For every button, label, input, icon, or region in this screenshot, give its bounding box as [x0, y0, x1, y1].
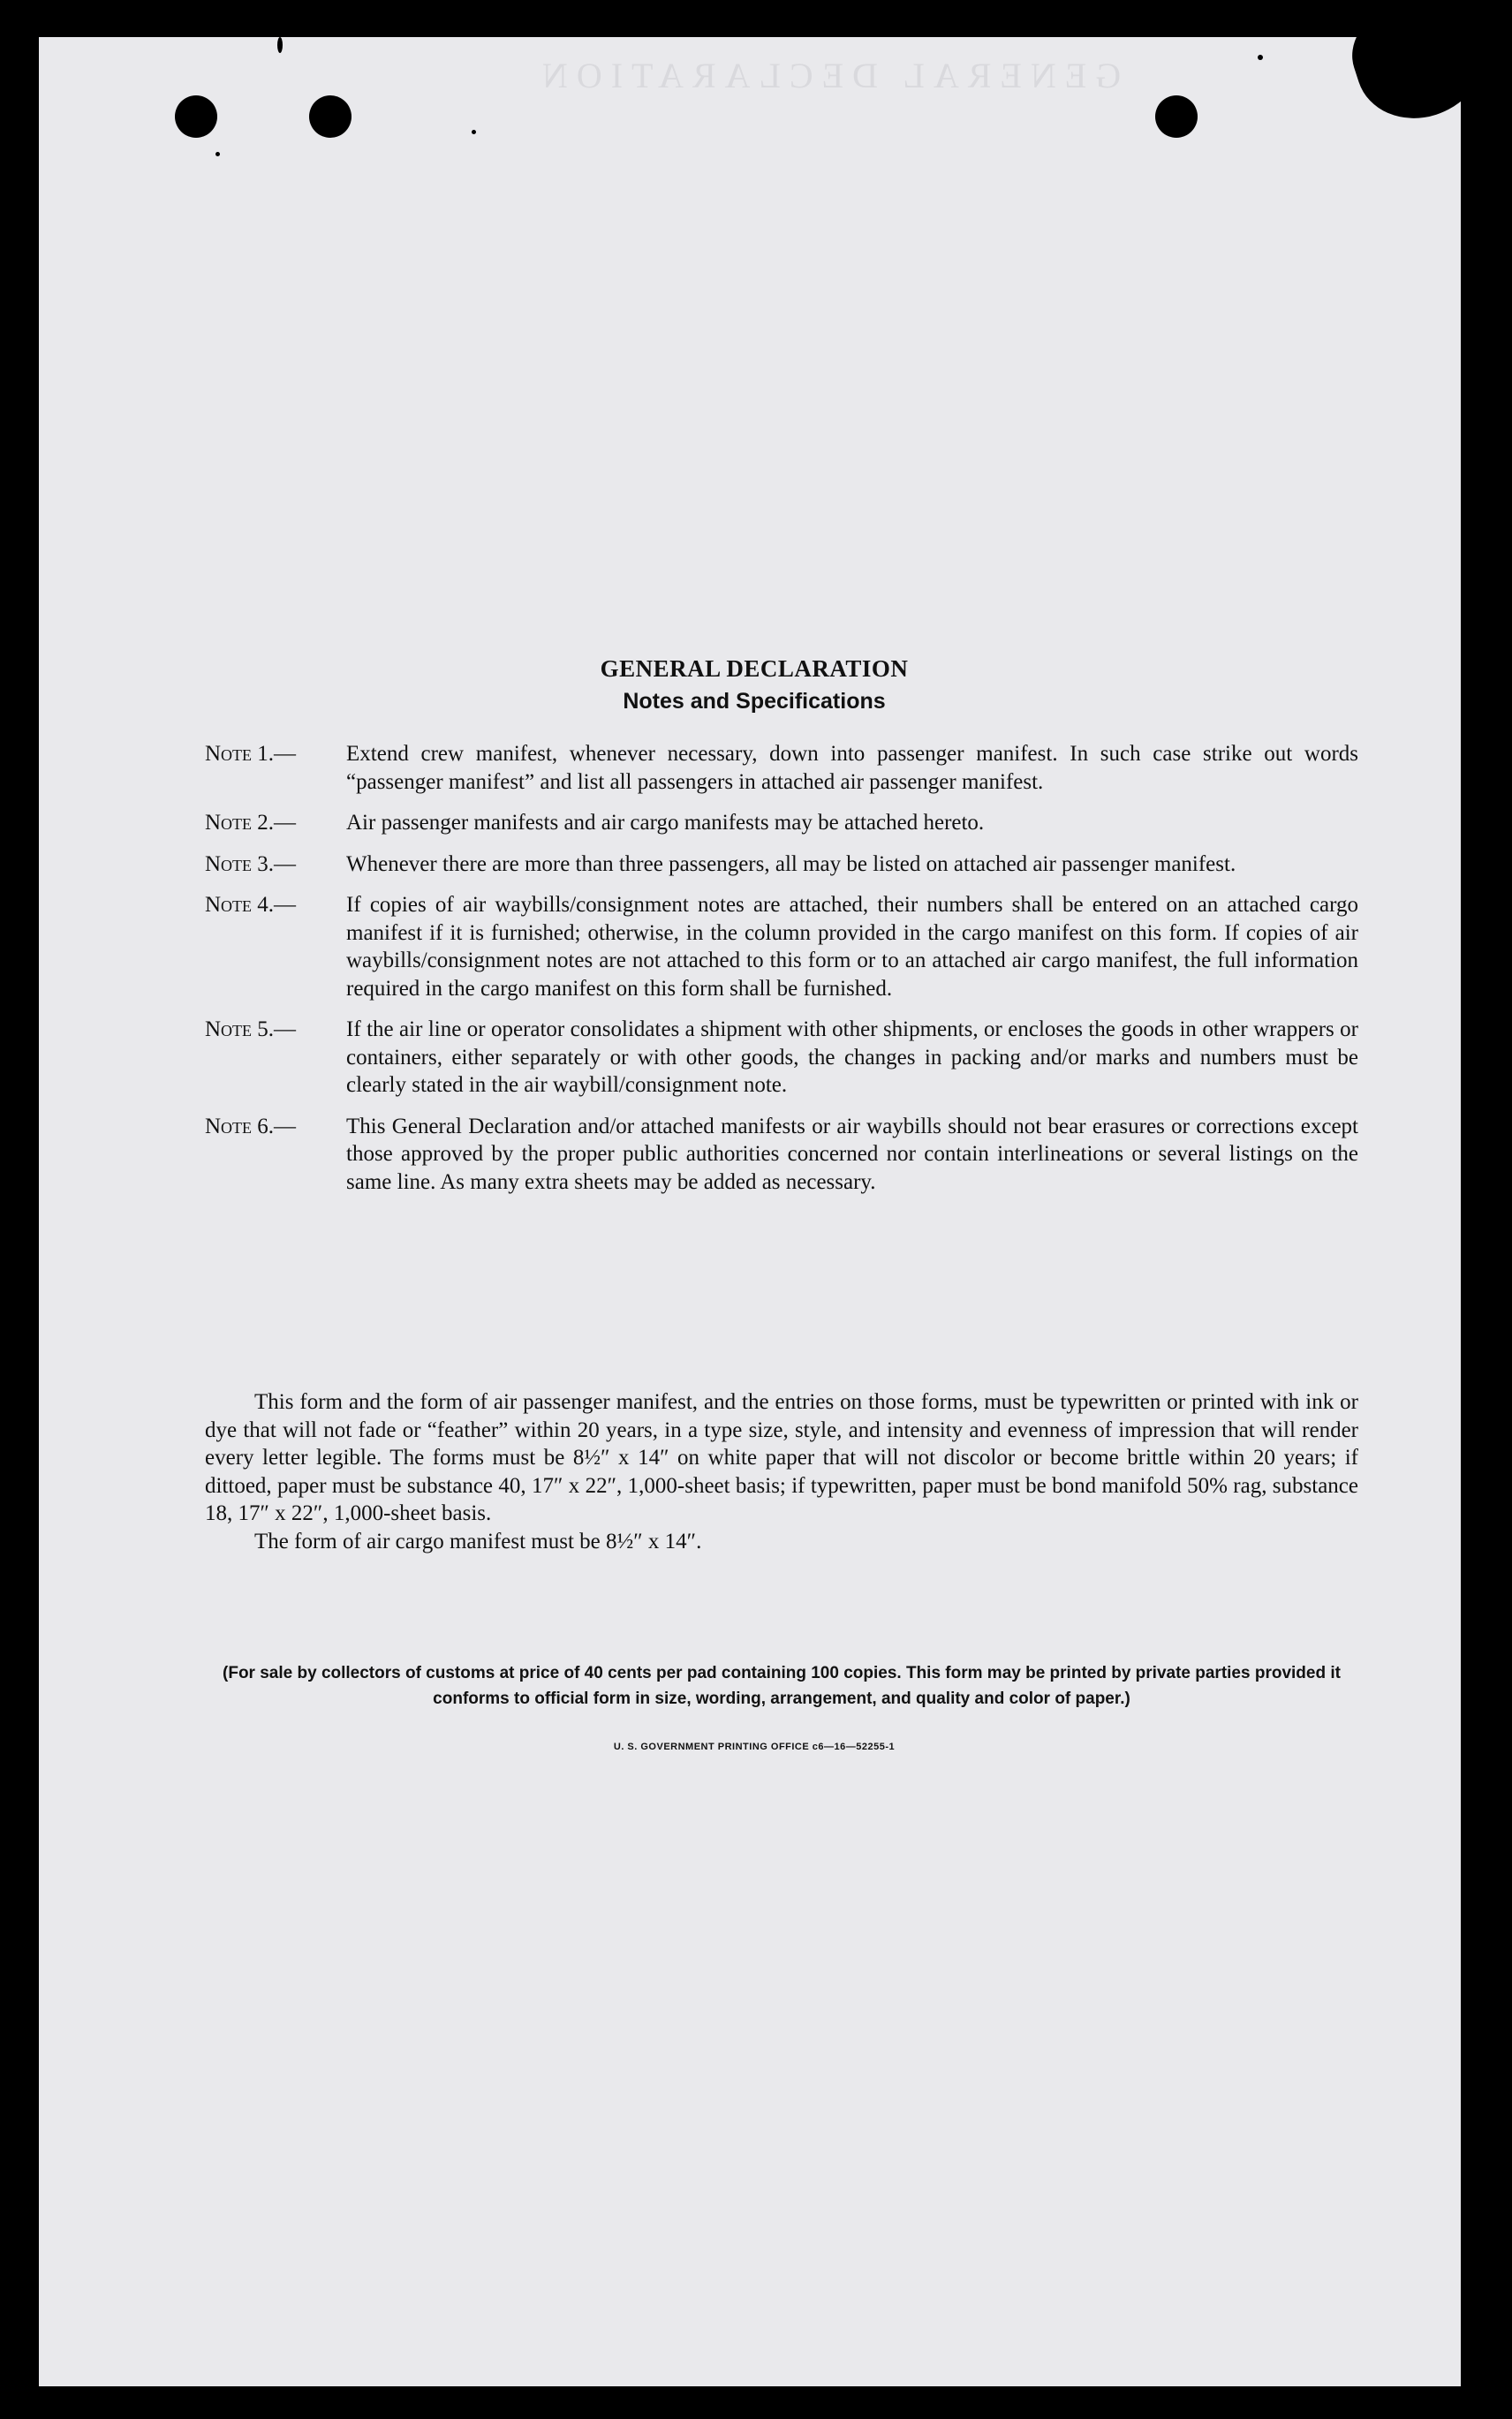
note-1 — [205, 740, 1358, 796]
note-3 — [205, 850, 1358, 879]
note-text: Air passenger manifests and air cargo manifests may be attached hereto. — [346, 811, 985, 835]
note-label: Note 3.— — [205, 851, 297, 876]
notes-list — [205, 740, 1358, 1209]
paragraph-text: This form and the form of air passenger manifest, and the entries on those forms, must be typewritten or printed with ink or dye that will not fade or “feather” within 20 years, in a type size, style, and intensity and evenness of impression that will render every letter legible. The forms must be 8½″ x 14″ on white paper that will not discolor or become brittle within 20 years; if dittoed, paper must be substance 40, 17″ x 22″, 1,000-sheet basis; if typewritten, paper must be bond manifold 50% rag, substance 18, 17″ x 22″, 1,000-sheet basis. — [205, 1390, 1358, 1525]
document-page — [39, 37, 1461, 2386]
paragraph-text-2: The form of air cargo manifest must be 8½″ x 14″. — [254, 1529, 702, 1553]
note-label: Note 2.— — [205, 811, 297, 835]
speck — [215, 152, 220, 156]
show-through-text: GENERAL DECLARATION — [533, 56, 1122, 95]
punch-hole — [175, 95, 217, 138]
page-subtitle: Notes and Specifications — [623, 689, 886, 714]
note-text: If the air line or operator consolidates a shipment with other shipments, or encloses the goods in other wrappers or containers, either separately or with other goods, the changes in packing and/or marks and numbers must be clearly stated in the air waybill/consignment note. — [346, 1017, 1358, 1097]
printer-imprint: U. S. GOVERNMENT PRINTING OFFICE c6—16—52255-1 — [613, 1742, 896, 1752]
note-label: Note 1.— — [205, 742, 297, 766]
note-label: Note 6.— — [205, 1114, 297, 1138]
note-label: Note 5.— — [205, 1017, 297, 1041]
note-2 — [205, 809, 1358, 837]
page-title: GENERAL DECLARATION — [600, 655, 909, 682]
torn-corner — [1341, 37, 1461, 134]
punch-hole — [1155, 95, 1198, 138]
note-4 — [205, 891, 1358, 1002]
note-5 — [205, 1016, 1358, 1100]
note-text: Whenever there are more than three passengers, all may be listed on attached air passenger manifest. — [346, 851, 1236, 876]
note-text: This General Declaration and/or attached manifests or air waybills should not bear erasures or corrections except those approved by the proper public authorities concerned nor contain interlineations or several listings on the same line. As many extra sheets may be added as necessary. — [346, 1114, 1358, 1194]
specifications-paragraph — [205, 1388, 1358, 1555]
note-label: Note 4.— — [205, 893, 297, 917]
punch-hole — [309, 95, 352, 138]
speck — [472, 130, 476, 134]
note-text: Extend crew manifest, whenever necessary, down into passenger manifest. In such case strike out words “passenger manifest” and list all passengers in attached air passenger manifest. — [346, 742, 1358, 794]
note-6 — [205, 1113, 1358, 1197]
speck — [1258, 55, 1263, 60]
note-text: If copies of air waybills/consignment notes are attached, their numbers shall be entered on an attached cargo manifest if it is furnished; otherwise, in the column provided in the cargo manifest on this form. If copies of air waybills/consignment notes are not attached to this form or to an attached air cargo manifest, the full information required in the cargo manifest on this form shall be furnished. — [346, 893, 1358, 1001]
speck — [277, 37, 283, 53]
sale-notice: (For sale by collectors of customs at price of 40 cents per pad containing 100 copies. This form may be printed by private parties provided it conforms to official form in size, wording, arrangement, and quality and color of paper.) — [223, 1664, 1341, 1708]
